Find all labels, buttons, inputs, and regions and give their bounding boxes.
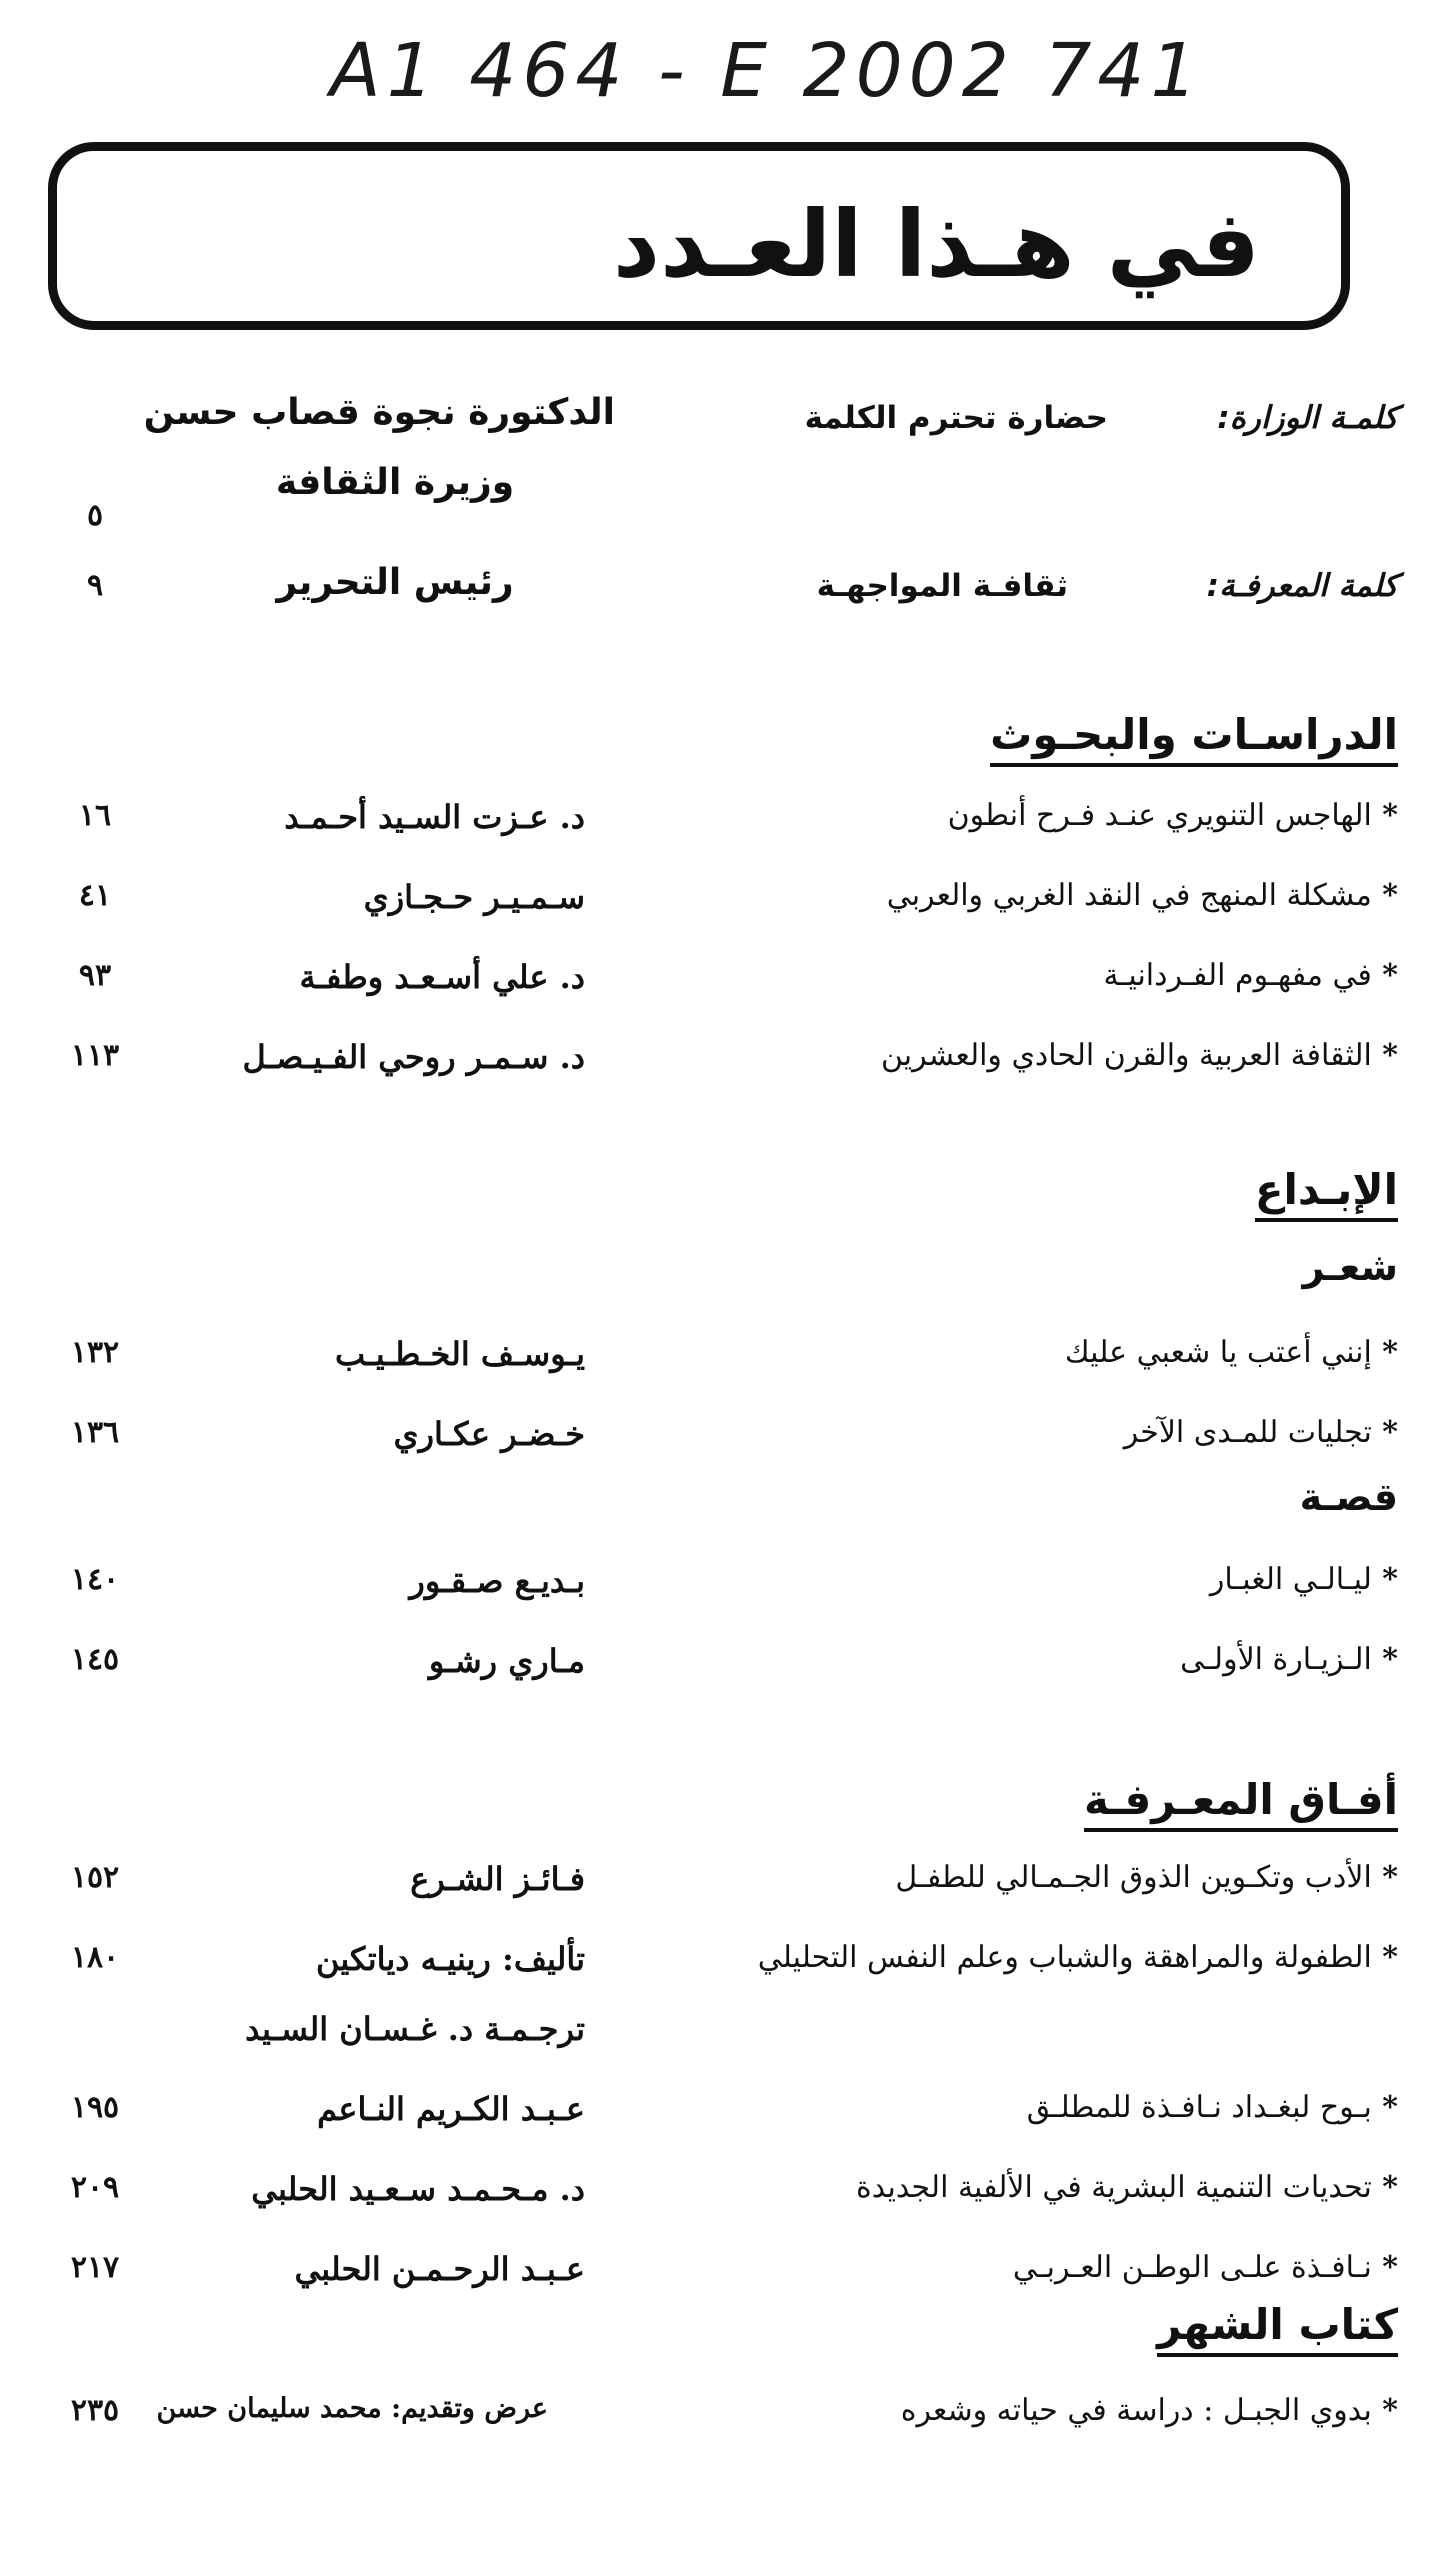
section-heading-studies: الدراسـات والبحـوث (990, 710, 1398, 767)
list-item (40, 1415, 1398, 1495)
entry-title: * الـزيـارة الأولـى (1180, 1642, 1398, 1677)
entry-title: * بـوح لبغـداد نـافـذة للمطلـق (1027, 2090, 1398, 2125)
entry-author: سـمـيـر حـجـازي (363, 878, 585, 916)
entry-title: * الهاجس التنويري عنـد فـرح أنطون (948, 798, 1398, 833)
entry-author: مـاري رشـو (428, 1642, 585, 1680)
list-item (40, 2170, 1398, 2250)
list-item (40, 1038, 1398, 1118)
section-heading-book-of-month: كتاب الشهر (1157, 2300, 1398, 2357)
entry-page: ١٩٥ (70, 2090, 120, 2125)
lead-author-ministry-role: وزيرة الثقافة (275, 462, 515, 503)
book-of-month-list (40, 2393, 1398, 2473)
list-item (40, 1940, 1398, 2020)
entry-translator: ترجـمـة د. غـسـان السـيد (245, 2010, 585, 2048)
studies-list (40, 798, 1398, 1118)
lead-title-marefa: ثقافـة المواجهـة (816, 568, 1068, 604)
entry-author: بـديـع صـقـور (409, 1562, 585, 1600)
entry-title: * تجليات للمـدى الآخر (1124, 1415, 1398, 1450)
poetry-list (40, 1335, 1398, 1495)
section-heading-horizons: أفـاق المعـرفـة (1084, 1775, 1398, 1832)
lead-author-marefa: رئيس التحرير (276, 562, 514, 603)
section-heading-creativity: الإبـداع (1255, 1165, 1398, 1222)
sub-heading-story: قصـة (1299, 1475, 1398, 1519)
entry-page: ١٣٦ (70, 1415, 120, 1450)
entry-page: ١٨٠ (70, 1940, 120, 1975)
entry-author: عرض وتقديم: محمد سليمان حسن (156, 2393, 548, 2424)
list-item (40, 1335, 1398, 1415)
lead-page-marefa: ٩ (86, 568, 104, 603)
entry-author: د. مـحـمـد سـعـيد الحلبي (251, 2170, 585, 2208)
entry-author: د. سـمـر روحي الفـيـصـل (242, 1038, 585, 1076)
entry-page: ١٣٢ (70, 1335, 120, 1370)
entry-title: * بدوي الجبـل : دراسة في حياته وشعره (901, 2393, 1398, 2428)
entry-page: ١٤٠ (70, 1562, 120, 1597)
entry-page: ١٥٢ (70, 1860, 120, 1895)
entry-title: * الطفولة والمراهقة والشباب وعلم النفس التحليلي (758, 1940, 1398, 1975)
page-title: في هـذا العـدد (612, 191, 1260, 298)
list-item (40, 878, 1398, 958)
lead-title-ministry: حضارة تحترم الكلمة (804, 400, 1108, 436)
entry-author: عـبـد الكـريم النـاعم (317, 2090, 585, 2128)
entry-author: د. عـزت السـيد أحـمـد (284, 798, 585, 836)
entry-author: فـائـز الشـرع (410, 1860, 585, 1898)
story-list (40, 1562, 1398, 1722)
entry-page: ١١٣ (70, 1038, 120, 1073)
entry-page: ٢٠٩ (70, 2170, 120, 2205)
entry-page: ٢٣٥ (70, 2393, 120, 2428)
list-item (40, 798, 1398, 878)
list-item (40, 1642, 1398, 1722)
horizons-list-a (40, 1860, 1398, 2020)
list-item (40, 2090, 1398, 2170)
lead-author-ministry: الدكتورة نجوة قصاب حسن (143, 392, 615, 433)
entry-title: * ليـالـي الغبـار (1210, 1562, 1398, 1597)
handwritten-catalog-note: A1 464 - E 2002 741 (330, 28, 1204, 114)
entry-title: * في مفهـوم الفـردانيـة (1104, 958, 1398, 993)
lead-label-marefa: كلمة المعرفـة: (1206, 568, 1398, 604)
entry-author: عـبـد الرحـمـن الحلبي (294, 2250, 585, 2288)
entry-title: * إنني أعتب يا شعبي عليك (1065, 1335, 1398, 1370)
entry-page: ٤١ (78, 878, 112, 913)
list-item (40, 2393, 1398, 2473)
entry-title: * تحديات التنمية البشرية في الألفية الجديدة (856, 2170, 1398, 2205)
entry-author: خـضـر عكـاري (393, 1415, 585, 1453)
horizons-list-b (40, 2090, 1398, 2330)
entry-author: د. علي أسـعـد وطفـة (299, 958, 585, 996)
entry-page: ١٦ (78, 798, 112, 833)
entry-title: * الأدب وتكـوين الذوق الجـمـالي للطفـل (895, 1860, 1398, 1895)
lead-label-ministry: كلمـة الوزارة: (1217, 400, 1398, 436)
list-item (40, 958, 1398, 1038)
lead-page-ministry: ٥ (86, 498, 104, 533)
entry-page: ١٤٥ (70, 1642, 120, 1677)
entry-author: تأليف: رينيـه دياتكين (316, 1940, 585, 1978)
entry-title: * الثقافة العربية والقرن الحادي والعشرين (881, 1038, 1398, 1073)
list-item (40, 1860, 1398, 1940)
entry-title: * نـافـذة علـى الوطـن العـربـي (1013, 2250, 1398, 2285)
entry-page: ٩٣ (78, 958, 112, 993)
sub-heading-poetry: شعـر (1302, 1245, 1398, 1289)
entry-title: * مشكلة المنهج في النقد الغربي والعربي (887, 878, 1398, 913)
entry-author: يـوسـف الخـطـيـب (334, 1335, 585, 1373)
entry-page: ٢١٧ (70, 2250, 120, 2285)
list-item (40, 1562, 1398, 1642)
